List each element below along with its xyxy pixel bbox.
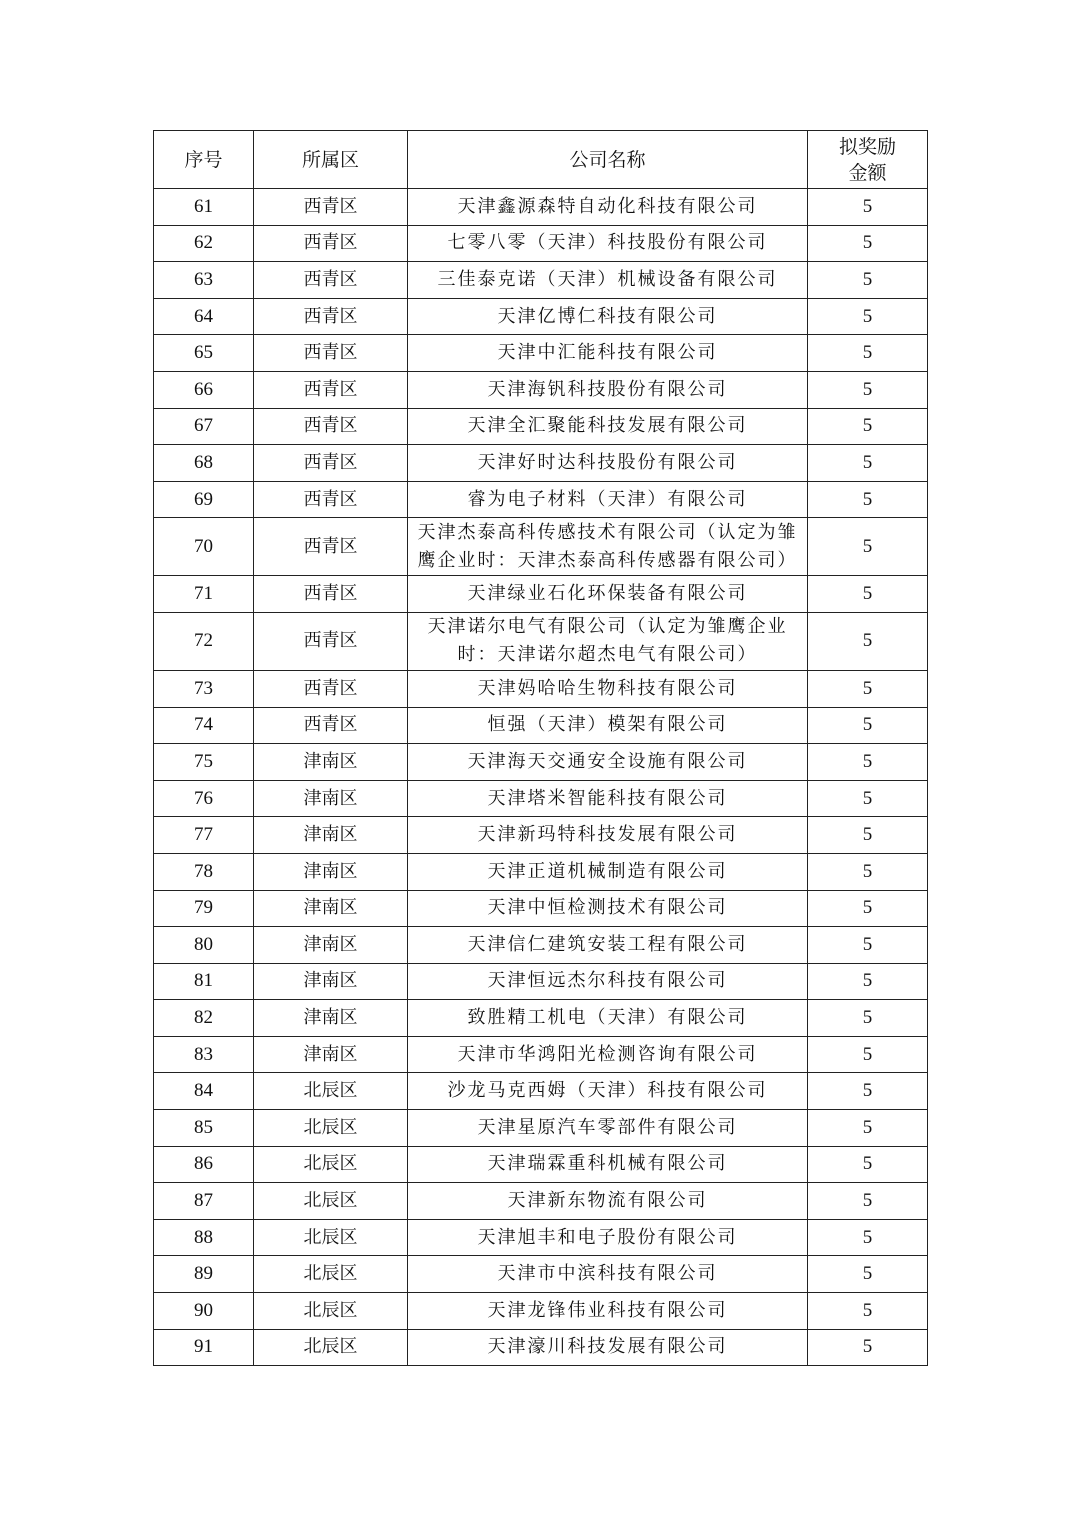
cell-district: 西青区 — [254, 576, 408, 613]
table-row — [154, 780, 928, 817]
cell-company: 天津正道机械制造有限公司 — [408, 853, 808, 890]
cell-amount: 5 — [808, 1183, 928, 1220]
cell-district: 北辰区 — [254, 1110, 408, 1147]
cell-index: 82 — [154, 1000, 254, 1037]
table-row — [154, 744, 928, 781]
cell-company: 天津市华鸿阳光检测咨询有限公司 — [408, 1036, 808, 1073]
header-amount-line1: 拟奖励 — [838, 135, 896, 158]
cell-company-line: 时：天津诺尔超杰电气有限公司） — [457, 644, 758, 666]
table-row — [154, 1329, 928, 1366]
cell-amount: 5 — [808, 1036, 928, 1073]
table-row — [154, 890, 928, 927]
cell-amount: 5 — [808, 1293, 928, 1330]
cell-district: 西青区 — [254, 298, 408, 335]
cell-index: 90 — [154, 1293, 254, 1330]
cell-index: 70 — [154, 518, 254, 576]
cell-company: 天津妈哈哈生物科技有限公司 — [408, 670, 808, 707]
cell-district: 西青区 — [254, 670, 408, 707]
table-row — [154, 1110, 928, 1147]
cell-amount: 5 — [808, 707, 928, 744]
table-row — [154, 298, 928, 335]
cell-index: 66 — [154, 371, 254, 408]
cell-amount: 5 — [808, 1329, 928, 1366]
cell-amount: 5 — [808, 853, 928, 890]
table-row — [154, 963, 928, 1000]
cell-company: 天津旭丰和电子股份有限公司 — [408, 1219, 808, 1256]
cell-index: 68 — [154, 445, 254, 482]
cell-index: 67 — [154, 408, 254, 445]
table-row — [154, 612, 928, 670]
cell-amount: 5 — [808, 780, 928, 817]
table-row — [154, 1219, 928, 1256]
table-row — [154, 670, 928, 707]
cell-company: 天津新玛特科技发展有限公司 — [408, 817, 808, 854]
cell-district: 西青区 — [254, 707, 408, 744]
cell-amount: 5 — [808, 576, 928, 613]
cell-district: 西青区 — [254, 445, 408, 482]
cell-index: 85 — [154, 1110, 254, 1147]
cell-index: 64 — [154, 298, 254, 335]
table-row — [154, 225, 928, 262]
table-row — [154, 408, 928, 445]
award-table — [153, 130, 928, 1366]
cell-index: 65 — [154, 335, 254, 372]
cell-index: 86 — [154, 1146, 254, 1183]
cell-company: 天津市中滨科技有限公司 — [408, 1256, 808, 1293]
cell-district: 西青区 — [254, 481, 408, 518]
header-amount — [808, 131, 928, 189]
table-header-row — [154, 131, 928, 189]
cell-district: 津南区 — [254, 1000, 408, 1037]
cell-amount: 5 — [808, 963, 928, 1000]
cell-amount: 5 — [808, 408, 928, 445]
cell-company-line: 天津杰泰高科传感技术有限公司（认定为雏 — [417, 521, 798, 543]
cell-district: 西青区 — [254, 371, 408, 408]
cell-amount: 5 — [808, 1110, 928, 1147]
table-row — [154, 1256, 928, 1293]
table-row — [154, 927, 928, 964]
cell-index: 78 — [154, 853, 254, 890]
cell-company: 恒强（天津）模架有限公司 — [408, 707, 808, 744]
cell-district: 西青区 — [254, 408, 408, 445]
cell-amount: 5 — [808, 1073, 928, 1110]
cell-amount: 5 — [808, 445, 928, 482]
cell-district: 北辰区 — [254, 1293, 408, 1330]
cell-index: 75 — [154, 744, 254, 781]
cell-amount: 5 — [808, 1146, 928, 1183]
cell-index: 72 — [154, 612, 254, 670]
cell-index: 91 — [154, 1329, 254, 1366]
cell-company: 天津亿博仁科技有限公司 — [408, 298, 808, 335]
table-row — [154, 1073, 928, 1110]
cell-index: 81 — [154, 963, 254, 1000]
table-row — [154, 1036, 928, 1073]
cell-index: 73 — [154, 670, 254, 707]
cell-company — [408, 518, 808, 576]
cell-company: 天津瑞霖重科机械有限公司 — [408, 1146, 808, 1183]
cell-index: 87 — [154, 1183, 254, 1220]
table-row — [154, 576, 928, 613]
table-row — [154, 518, 928, 576]
cell-amount: 5 — [808, 1219, 928, 1256]
cell-company-line: 天津诺尔电气有限公司（认定为雏鹰企业 — [427, 616, 788, 638]
cell-district: 津南区 — [254, 744, 408, 781]
cell-index: 84 — [154, 1073, 254, 1110]
cell-district: 津南区 — [254, 780, 408, 817]
table-row — [154, 189, 928, 226]
cell-company: 致胜精工机电（天津）有限公司 — [408, 1000, 808, 1037]
cell-district: 津南区 — [254, 1036, 408, 1073]
cell-company-line: 鹰企业时：天津杰泰高科传感器有限公司） — [417, 549, 798, 571]
cell-district: 津南区 — [254, 890, 408, 927]
cell-district: 北辰区 — [254, 1146, 408, 1183]
cell-index: 69 — [154, 481, 254, 518]
cell-company: 天津海钒科技股份有限公司 — [408, 371, 808, 408]
cell-index: 71 — [154, 576, 254, 613]
cell-district: 北辰区 — [254, 1256, 408, 1293]
table-row — [154, 262, 928, 299]
cell-company: 天津中恒检测技术有限公司 — [408, 890, 808, 927]
cell-company: 睿为电子材料（天津）有限公司 — [408, 481, 808, 518]
cell-index: 80 — [154, 927, 254, 964]
header-company: 公司名称 — [408, 131, 808, 189]
cell-amount: 5 — [808, 518, 928, 576]
table-row — [154, 707, 928, 744]
cell-company: 天津信仁建筑安装工程有限公司 — [408, 927, 808, 964]
cell-district: 西青区 — [254, 518, 408, 576]
table-row — [154, 1183, 928, 1220]
cell-company: 天津濠川科技发展有限公司 — [408, 1329, 808, 1366]
cell-district: 北辰区 — [254, 1073, 408, 1110]
cell-company: 沙龙马克西姆（天津）科技有限公司 — [408, 1073, 808, 1110]
cell-district: 津南区 — [254, 817, 408, 854]
cell-district: 津南区 — [254, 963, 408, 1000]
cell-amount: 5 — [808, 371, 928, 408]
cell-index: 79 — [154, 890, 254, 927]
cell-amount: 5 — [808, 612, 928, 670]
table-row — [154, 1146, 928, 1183]
cell-index: 83 — [154, 1036, 254, 1073]
cell-district: 北辰区 — [254, 1219, 408, 1256]
cell-company: 天津塔米智能科技有限公司 — [408, 780, 808, 817]
cell-amount: 5 — [808, 670, 928, 707]
table-body — [154, 189, 928, 1366]
cell-company: 天津全汇聚能科技发展有限公司 — [408, 408, 808, 445]
table-row — [154, 371, 928, 408]
header-index: 序号 — [154, 131, 254, 189]
cell-district: 津南区 — [254, 927, 408, 964]
cell-company: 天津海天交通安全设施有限公司 — [408, 744, 808, 781]
cell-district: 北辰区 — [254, 1183, 408, 1220]
cell-index: 74 — [154, 707, 254, 744]
header-district: 所属区 — [254, 131, 408, 189]
cell-amount: 5 — [808, 225, 928, 262]
cell-company: 天津龙锋伟业科技有限公司 — [408, 1293, 808, 1330]
table-row — [154, 1000, 928, 1037]
cell-amount: 5 — [808, 927, 928, 964]
cell-amount: 5 — [808, 1000, 928, 1037]
cell-company: 天津新东物流有限公司 — [408, 1183, 808, 1220]
cell-index: 88 — [154, 1219, 254, 1256]
cell-index: 62 — [154, 225, 254, 262]
cell-index: 63 — [154, 262, 254, 299]
cell-company: 天津好时达科技股份有限公司 — [408, 445, 808, 482]
cell-index: 77 — [154, 817, 254, 854]
cell-amount: 5 — [808, 262, 928, 299]
cell-amount: 5 — [808, 481, 928, 518]
cell-company: 天津鑫源森特自动化科技有限公司 — [408, 189, 808, 226]
cell-index: 76 — [154, 780, 254, 817]
cell-district: 北辰区 — [254, 1329, 408, 1366]
cell-district: 津南区 — [254, 853, 408, 890]
table-row — [154, 817, 928, 854]
table-row — [154, 853, 928, 890]
cell-company: 天津绿业石化环保装备有限公司 — [408, 576, 808, 613]
cell-amount: 5 — [808, 817, 928, 854]
cell-district: 西青区 — [254, 335, 408, 372]
cell-district: 西青区 — [254, 612, 408, 670]
cell-company — [408, 612, 808, 670]
cell-amount: 5 — [808, 744, 928, 781]
cell-company: 天津恒远杰尔科技有限公司 — [408, 963, 808, 1000]
cell-district: 西青区 — [254, 189, 408, 226]
cell-index: 61 — [154, 189, 254, 226]
cell-index: 89 — [154, 1256, 254, 1293]
table-row — [154, 335, 928, 372]
cell-amount: 5 — [808, 1256, 928, 1293]
cell-company: 天津中汇能科技有限公司 — [408, 335, 808, 372]
cell-company: 三佳泰克诺（天津）机械设备有限公司 — [408, 262, 808, 299]
table-row — [154, 1293, 928, 1330]
cell-amount: 5 — [808, 335, 928, 372]
header-amount-line2: 金额 — [848, 161, 887, 184]
cell-company: 天津星原汽车零部件有限公司 — [408, 1110, 808, 1147]
cell-amount: 5 — [808, 189, 928, 226]
cell-amount: 5 — [808, 298, 928, 335]
cell-company: 七零八零（天津）科技股份有限公司 — [408, 225, 808, 262]
table-row — [154, 481, 928, 518]
table-row — [154, 445, 928, 482]
cell-district: 西青区 — [254, 262, 408, 299]
cell-district: 西青区 — [254, 225, 408, 262]
cell-amount: 5 — [808, 890, 928, 927]
